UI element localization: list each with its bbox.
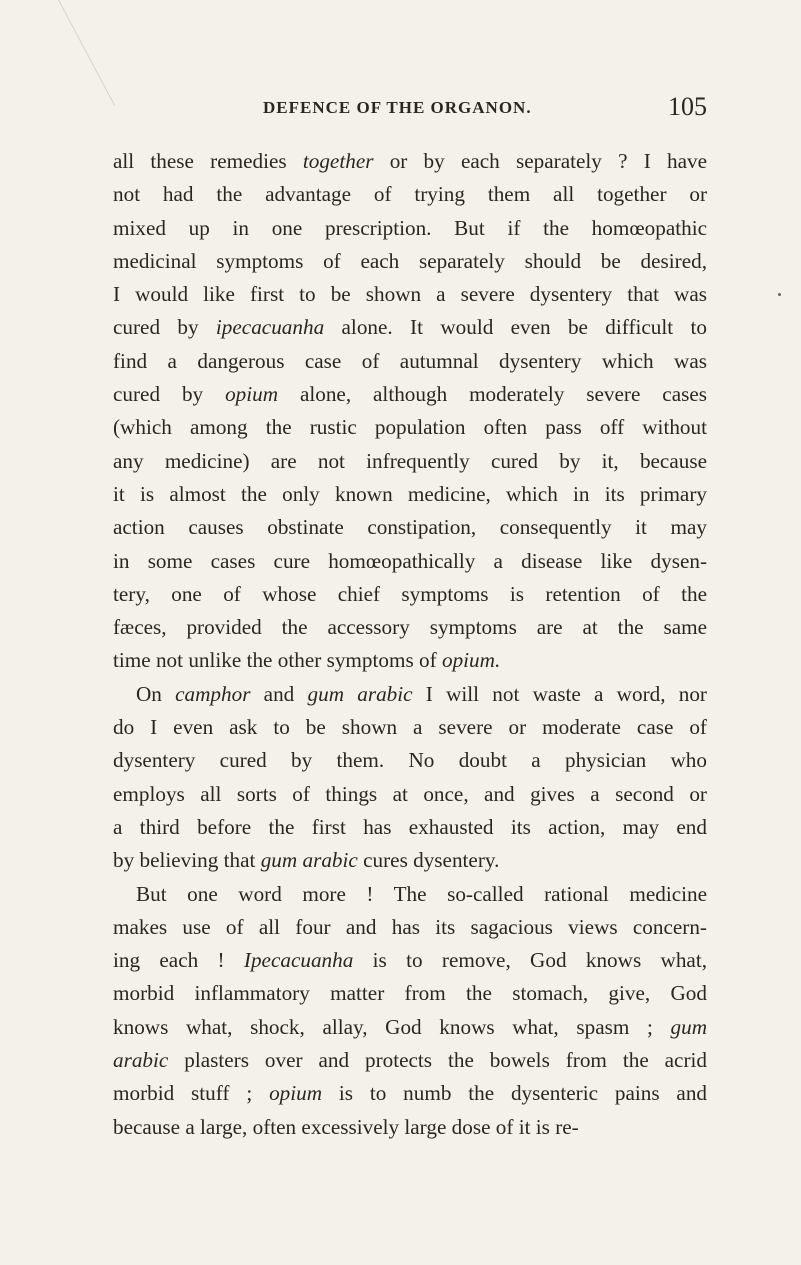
page-edge-shadow: [58, 0, 115, 106]
text-run: cures dysentery.: [357, 848, 500, 873]
text-line: [113, 411, 707, 444]
text-run: plasters over and protects the bowels from the acrid: [168, 1048, 707, 1073]
italic-term: together: [302, 149, 374, 173]
text-run: morbid stuff ;: [113, 1081, 270, 1106]
text-run: a third before the first has exhausted its action, may end: [113, 814, 707, 839]
text-line: [113, 711, 707, 744]
text-run: all these remedies: [113, 149, 303, 173]
text-run: is to numb the dysenteric pains and: [322, 1081, 708, 1106]
text-run: by believing that: [113, 848, 261, 873]
text-run: I will not waste a word, nor: [412, 681, 707, 706]
text-run: and: [250, 681, 308, 706]
text-line: [113, 911, 707, 944]
body-text: [113, 145, 707, 1144]
text-line: [113, 311, 707, 344]
text-run: in some cases cure homœopathically a disease like dysen-: [113, 548, 707, 573]
text-run: cured by: [113, 315, 216, 340]
page-number: 105: [668, 92, 707, 121]
text-line: [113, 278, 707, 311]
text-line: [113, 145, 707, 178]
text-run: mixed up in one prescription. But if the homœopathic: [113, 215, 707, 240]
text-run: ing each !: [113, 948, 244, 973]
text-line: [113, 844, 707, 877]
text-line: [113, 1111, 707, 1144]
text-line: [113, 744, 707, 777]
italic-term: camphor: [175, 681, 251, 706]
text-line: [113, 878, 707, 911]
text-run: knows what, shock, allay, God knows what, spasm ;: [113, 1014, 671, 1039]
italic-term: ipecacuanha: [215, 315, 325, 340]
text-line: [113, 478, 707, 511]
text-run: any medicine) are not infrequently cured by it, because: [113, 448, 707, 473]
text-run: medicinal symptoms of each separately should be desired,: [113, 248, 707, 273]
text-run: makes use of all four and has its sagacious views concern-: [113, 914, 707, 939]
italic-term: gum: [670, 1014, 707, 1039]
text-run: alone. It would even be difficult to: [324, 315, 707, 340]
italic-term: gum arabic: [307, 681, 413, 706]
text-run: morbid inflammatory matter from the stomach, give, God: [113, 981, 707, 1006]
text-line: [113, 644, 707, 677]
text-line: [113, 178, 707, 211]
running-title: DEFENCE OF THE ORGANON.: [263, 98, 532, 117]
italic-term: gum arabic: [260, 848, 358, 873]
margin-speck: [778, 293, 781, 296]
text-run: tery, one of whose chief symptoms is retention of the: [113, 581, 707, 606]
text-run: alone, although moderately severe cases: [278, 382, 707, 407]
italic-term: arabic: [113, 1048, 169, 1073]
text-run: or by each separately ? I have: [373, 149, 707, 173]
text-line: [113, 345, 707, 378]
text-line: [113, 511, 707, 544]
text-run: time not unlike the other symptoms of: [113, 648, 442, 673]
text-line: [113, 811, 707, 844]
text-run: it is almost the only known medicine, which in its primary: [113, 481, 707, 506]
text-line: [113, 678, 707, 711]
italic-term: opium: [269, 1081, 323, 1106]
text-line: [113, 977, 707, 1010]
text-run: do I even ask to be shown a severe or moderate case of: [113, 715, 707, 740]
text-line: [113, 578, 707, 611]
text-line: [113, 245, 707, 278]
page-header: [113, 92, 707, 128]
text-run: cured by: [113, 382, 226, 407]
text-run: find a dangerous case of autumnal dysentery which was: [113, 348, 707, 373]
text-line: [113, 944, 707, 977]
text-run: not had the advantage of trying them all together or: [113, 182, 707, 207]
italic-term: opium: [225, 382, 279, 407]
text-run: employs all sorts of things at once, and gives a second or: [113, 781, 707, 806]
text-run: because a large, often excessively large dose of it is re-: [113, 1114, 579, 1139]
text-line: [113, 212, 707, 245]
text-run: action causes obstinate constipation, consequently it may: [113, 515, 707, 540]
text-run: But one word more ! The so-called rational medicine: [136, 881, 707, 906]
text-run: dysentery cured by them. No doubt a physician who: [113, 748, 707, 773]
italic-term: opium.: [441, 648, 501, 673]
text-run: On: [136, 681, 176, 706]
text-line: [113, 1077, 707, 1110]
text-line: [113, 445, 707, 478]
text-run: fæces, provided the accessory symptoms are at the same: [113, 615, 707, 640]
text-line: [113, 378, 707, 411]
text-line: [113, 1011, 707, 1044]
text-run: (which among the rustic population often pass off without: [113, 415, 707, 440]
text-line: [113, 1044, 707, 1077]
text-line: [113, 545, 707, 578]
text-line: [113, 778, 707, 811]
text-run: is to remove, God knows what,: [353, 948, 707, 973]
italic-term: Ipecacuanha: [243, 948, 354, 973]
text-line: [113, 611, 707, 644]
text-run: I would like first to be shown a severe dysentery that was: [113, 282, 707, 307]
